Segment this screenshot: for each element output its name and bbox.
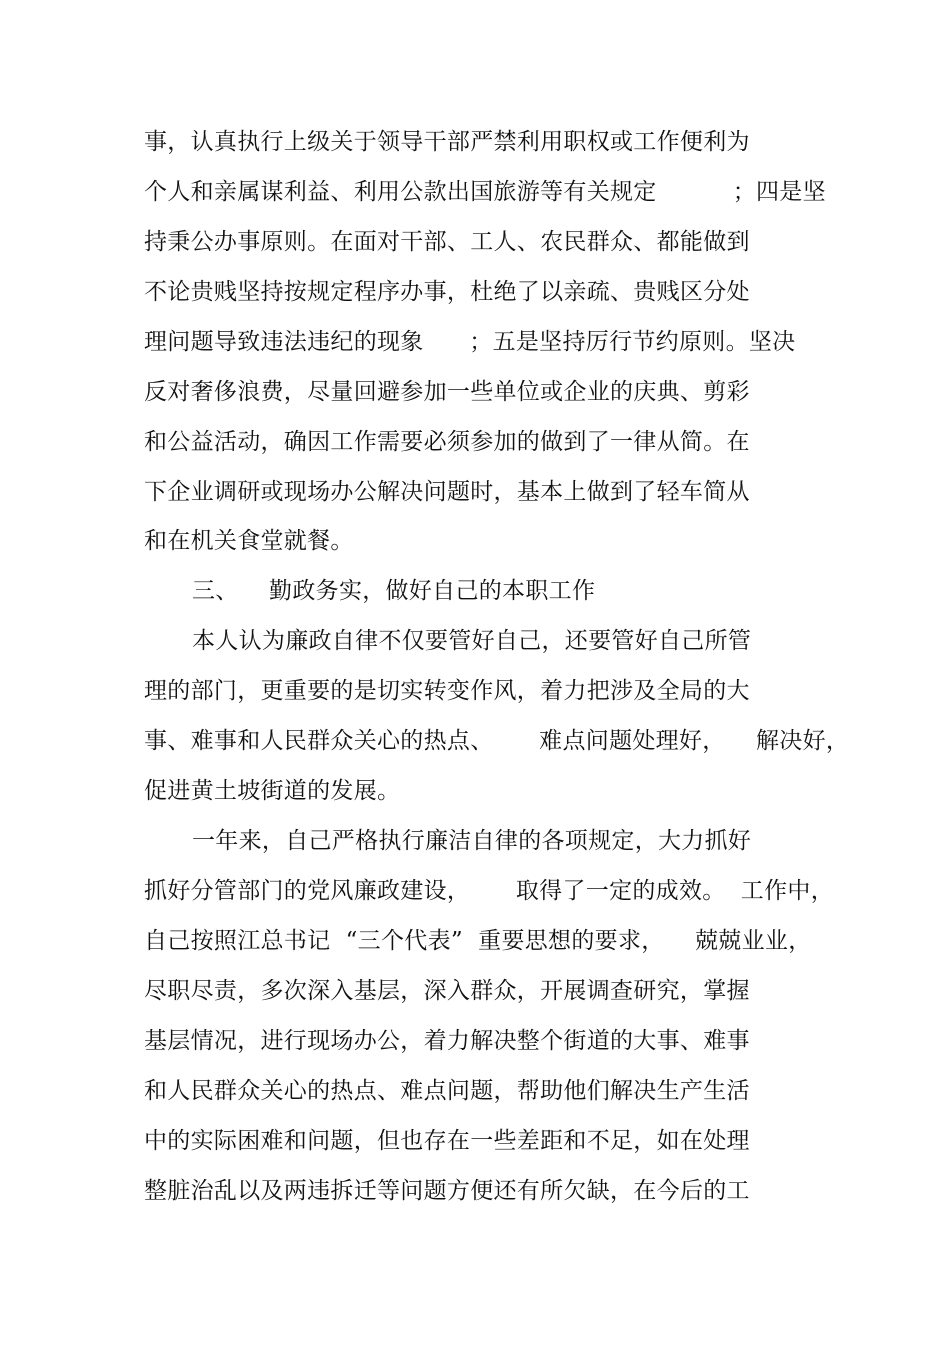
- text-line: 理问题导致违法违纪的现象 ；五是坚持厉行节约原则。坚决: [144, 329, 796, 355]
- text-line: 抓好分管部门的党风廉政建设， 取得了一定的成效。 工作中，: [144, 878, 834, 904]
- text-line: 中的实际困难和问题，但也存在一些差距和不足，如在处理: [144, 1128, 750, 1154]
- text-line: 不论贵贱坚持按规定程序办事，杜绝了以亲疏、贵贱区分处: [144, 279, 750, 305]
- text-line: 和在机关食堂就餐。: [144, 528, 354, 554]
- text-line: 理的部门，更重要的是切实转变作风，着力把涉及全局的大: [144, 678, 750, 704]
- text-line: 基层情况，进行现场办公，着力解决整个街道的大事、难事: [144, 1028, 750, 1054]
- text-line: 事，认真执行上级关于领导干部严禁利用职权或工作便利为: [144, 129, 750, 155]
- text-line: 自己按照江总书记 “三个代表” 重要思想的要求， 兢兢业业，: [144, 928, 812, 954]
- text-line: 和人民群众关心的热点、难点问题，帮助他们解决生产生活: [144, 1078, 750, 1104]
- text-line: 个人和亲属谋利益、利用公款出国旅游等有关规定 ；四是坚: [144, 179, 826, 205]
- text-line: 和公益活动，确因工作需要必须参加的做到了一律从简。在: [144, 429, 750, 455]
- text-line: 整脏治乱以及两违拆迁等问题方便还有所欠缺，在今后的工: [144, 1178, 750, 1204]
- text-line: 反对奢侈浪费，尽量回避参加一些单位或企业的庆典、剪彩: [144, 379, 750, 405]
- text-line: 促进黄土坡街道的发展。: [144, 778, 401, 804]
- text-line: 持秉公办事原则。在面对干部、工人、农民群众、都能做到: [144, 229, 750, 255]
- text-line: 本人认为廉政自律不仅要管好自己，还要管好自己所管: [192, 628, 752, 654]
- section-heading: 三、 勤政务实，做好自己的本职工作: [192, 578, 596, 604]
- text-line: 尽职尽责，多次深入基层，深入群众，开展调查研究，掌握: [144, 978, 750, 1004]
- text-line: 下企业调研或现场办公解决问题时，基本上做到了轻车简从: [144, 479, 750, 505]
- text-line: 一年来，自己严格执行廉洁自律的各项规定，大力抓好: [192, 828, 752, 854]
- text-line: 事、难事和人民群众关心的热点、 难点问题处理好， 解决好，: [144, 728, 850, 754]
